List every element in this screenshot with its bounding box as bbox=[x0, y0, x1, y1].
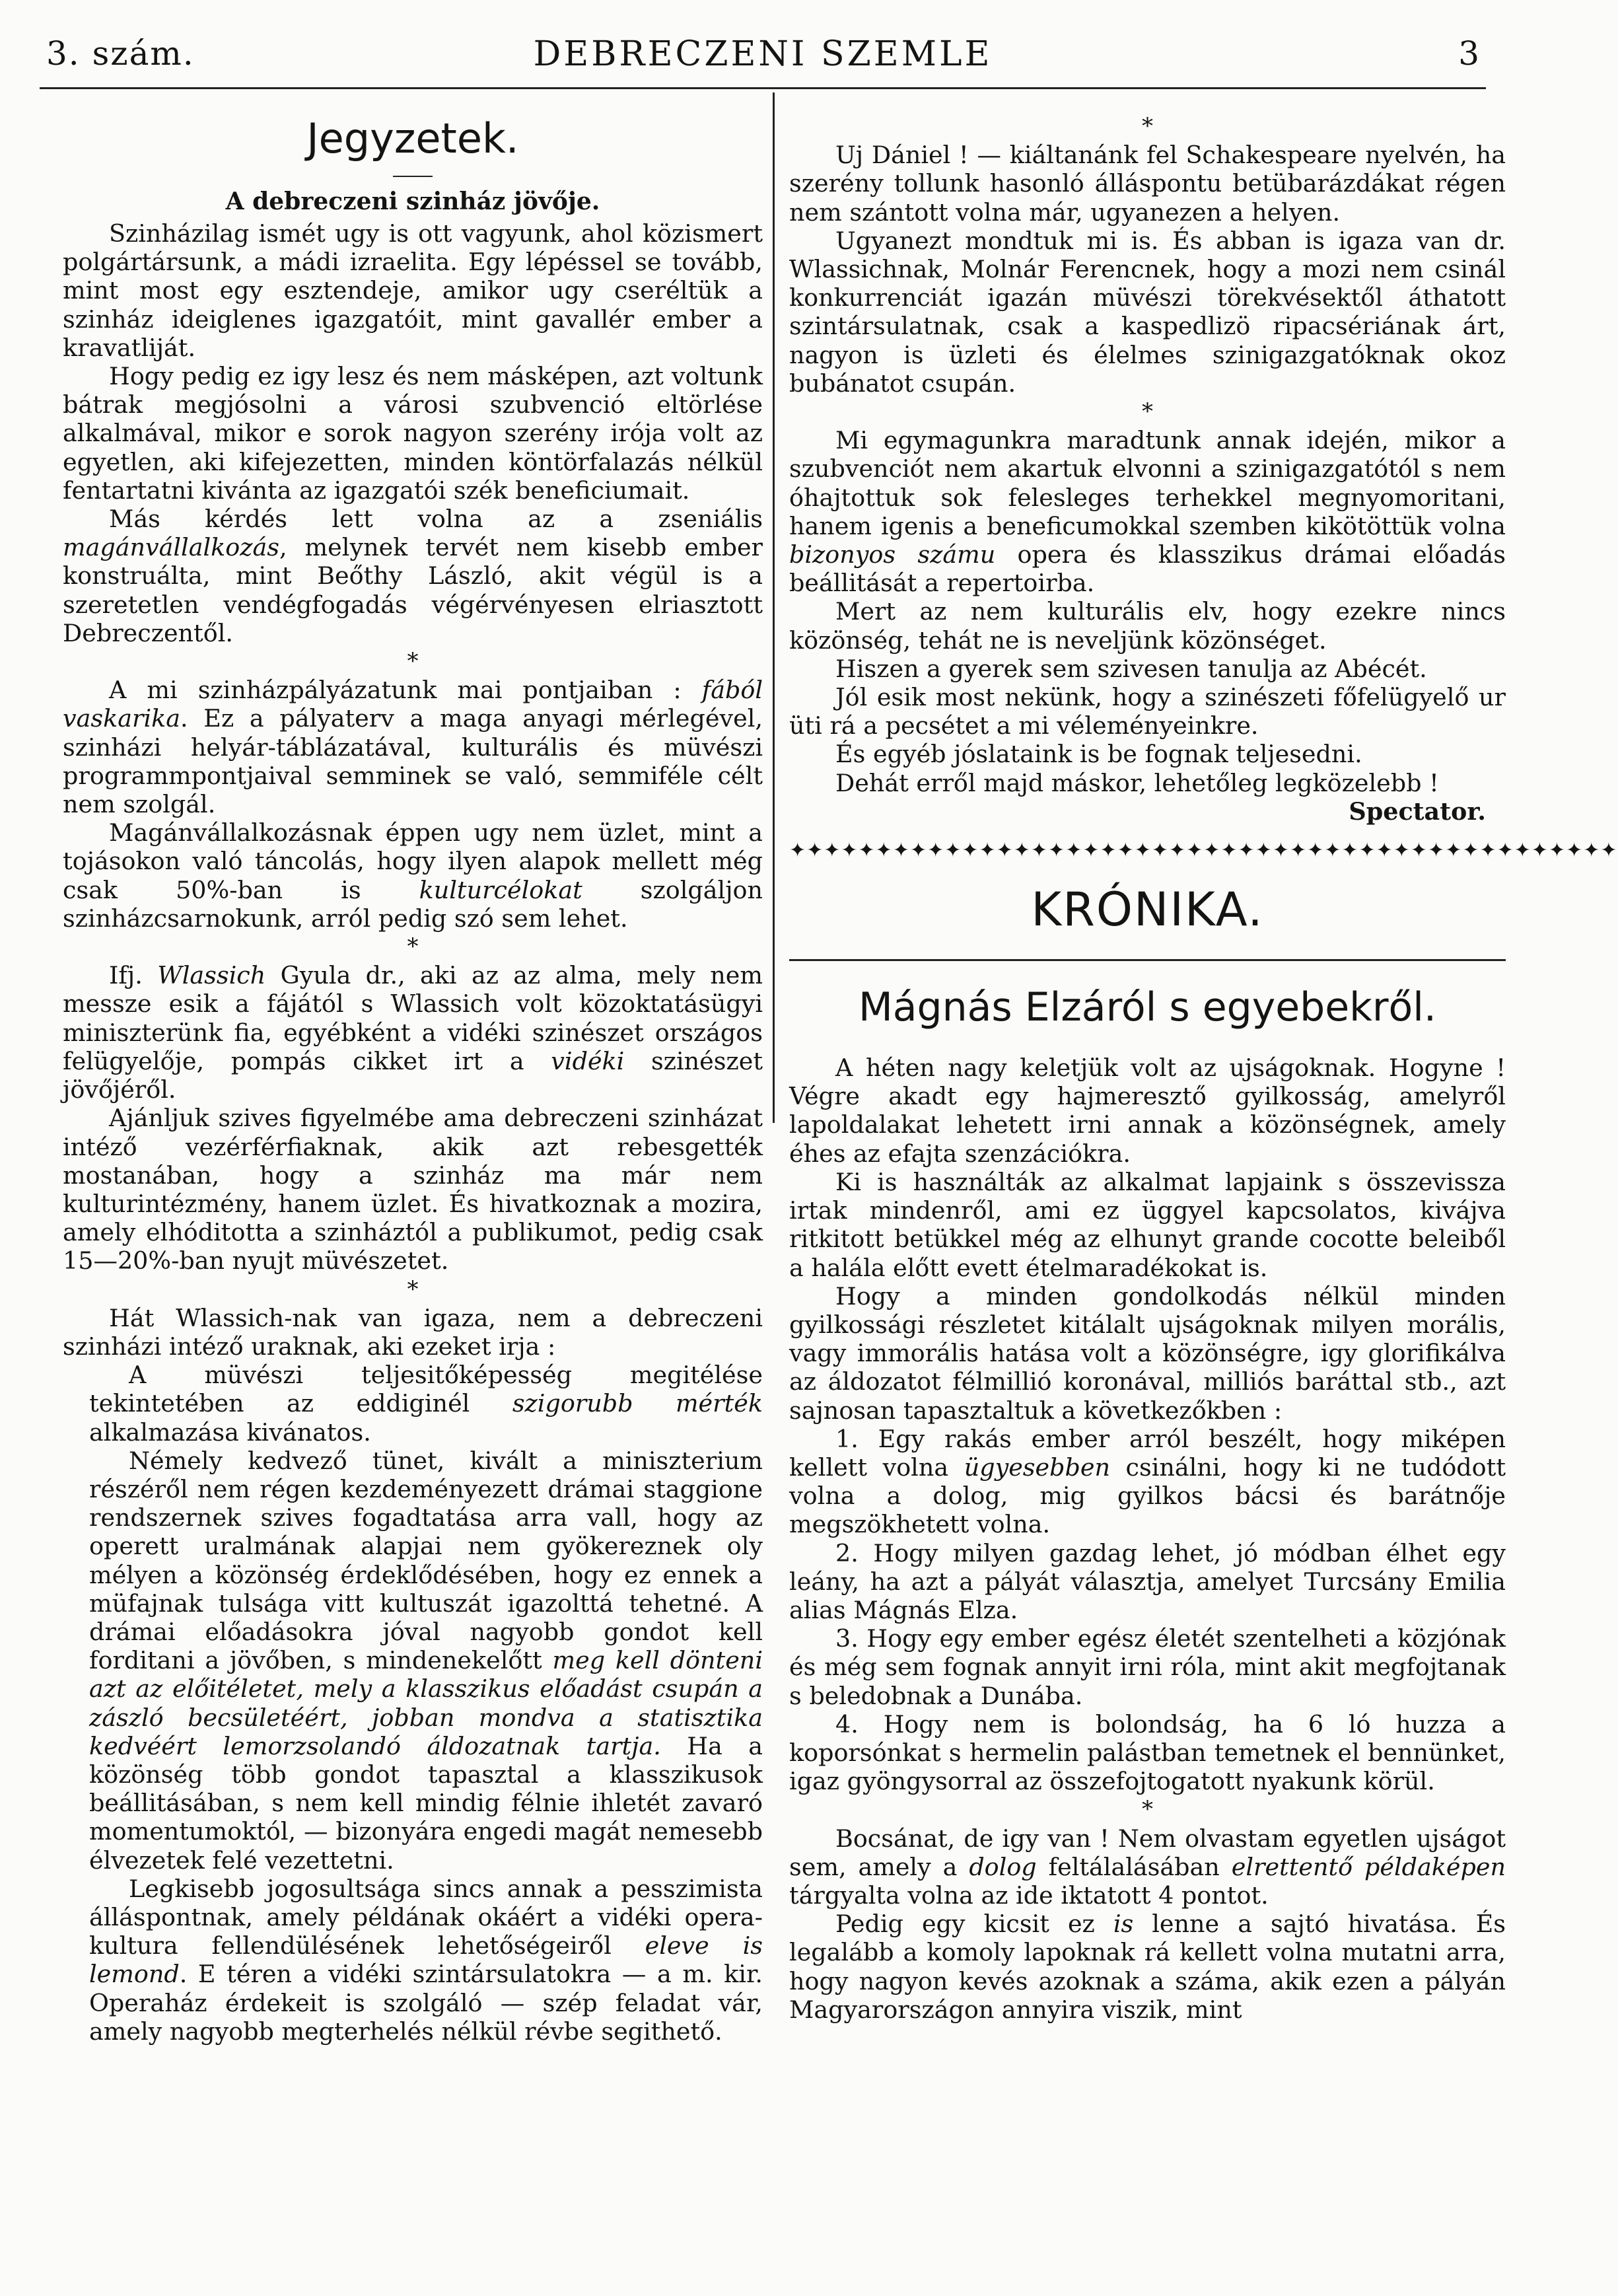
paragraph: Hát Wlassich-nak van igaza, nem a debreczeni szinházi intéző uraknak, aki ezeket irja : bbox=[63, 1303, 763, 1361]
issue-number: 3. szám. bbox=[46, 34, 195, 73]
quoted-paragraph: Legkisebb jogosultsága sincs annak a pesszimista álláspontnak, amely példának okáért a vidéki opera-kultura fellendülésének lehetőségeiről eleve is lemond. E téren a vidéki szintársulatokra — a m. kir. Operaház érdekeit is szolgáló — szép feladat vár, amely nagyobb megterhelés nélkül révbe segithető. bbox=[89, 1874, 763, 2046]
paragraph: 4. Hogy nem is bolondság, ha 6 ló huzza a koporsónkat s hermelin palástban temetnek el bennünket, igaz gyöngysorral az összefojtogatott nyakunk körül. bbox=[789, 1709, 1506, 1796]
paragraph: Ki is használták az alkalmat lapjaink s összevissza irtak mindenről, ami ez üggyel kapcsolatos, kivájva ritkitott betükkel még az elhunyt grande cocotte beleiből a halála előtt evett ételmaradékokat is. bbox=[789, 1167, 1506, 1282]
paragraph: 3. Hogy egy ember egész életét szentelheti a közjónak és még sem fognak annyit irni róla, mint akit megfojtanak s beledobnak a Dunába. bbox=[789, 1624, 1506, 1710]
paragraph: Mi egymagunkra maradtunk annak idején, mikor a szubvenciót nem akartuk elvonni a szinigazgatótól s nem óhajtottuk sok felesleges terhekkel megnyomoritani, hanem igenis a beneficumokkal szemben kikötöttük volna bizonyos számu opera és klasszikus drámai előadás beállitását a repertoirba. bbox=[789, 426, 1506, 598]
paragraph: 1. Egy rakás ember arról beszélt, hogy miképen kellett volna ügyesebben csinálni, hogy ki ne tudódott volna a dolog, mig gyilkos bácsi és barátnője megszökhetett volna. bbox=[789, 1424, 1506, 1539]
title-rule bbox=[393, 176, 433, 177]
paragraph: Pedig egy kicsit ez is lenne a sajtó hivatása. És legalább a komoly lapoknak rá kellett volna mutatni arra, hogy nagyon kevés azoknak a száma, akik ezen a pályán Magyarországon annyira viszik, mint bbox=[789, 1910, 1506, 2024]
journal-title: DEBRECZENI SZEMLE bbox=[533, 34, 993, 74]
paragraph: Hogy pedig ez igy lesz és nem másképen, azt voltunk bátrak megjósolni a városi szubvenció eltörlése alkalmával, mikor e sorok nagyon szerény irója volt az egyetlen, aki kifejezetten, minden köntörfalazás nélkül fentartatni kivánta az igazgatói szék beneficiumait. bbox=[63, 362, 763, 505]
article-title: A debreczeni szinház jövője. bbox=[225, 188, 600, 215]
paragraph: 2. Hogy milyen gazdag lehet, jó módban élhet egy leány, ha azt a pályát választja, amelyet Turcsány Emilia alias Mágnás Elza. bbox=[789, 1538, 1506, 1624]
paragraph: Szinházilag ismét ugy is ott vagyunk, ahol közismert polgártársunk, a mádi izraelita. Egy lépéssel se tovább, mint most egy esztendeje, amikor ugy cseréltük a szinház ideiglenes igazgatóit, mint gavallér ember a kravatliját. bbox=[63, 219, 763, 362]
paragraph: Bocsánat, de igy van ! Nem olvastam egyetlen ujságot sem, amely a dolog feltálalásában elrettentő példaképen tárgyalta volna az ide iktatott 4 pontot. bbox=[789, 1824, 1506, 1910]
quoted-paragraph: A müvészi teljesitőképesség megitélése tekintetében az eddiginél szigorubb mérték alkalmazása kivánatos. bbox=[89, 1361, 763, 1447]
paragraph: A mi szinházpályázatunk mai pontjaiban : fából vaskarika. Ez a pályaterv a maga anyagi mérlegével, szinházi helyár-táblázatával, kulturális és müvészi programmpontjaival semminek se való, semmiféle célt nem szolgál. bbox=[63, 676, 763, 819]
section-rule bbox=[789, 959, 1506, 961]
page-header bbox=[40, 26, 1486, 99]
paragraph: És egyéb jóslataink is be fognak teljesedni. bbox=[835, 740, 1362, 769]
paragraph: Hiszen a gyerek sem szivesen tanulja az Abécét. bbox=[835, 654, 1427, 683]
paragraph: Uj Dániel ! — kiáltanánk fel Schakespeare nyelvén, ha szerény tollunk hasonló álláspontu betübarázdákat régen nem szántott volna már, ugyanezen a helyen. bbox=[789, 141, 1506, 227]
header-rule bbox=[40, 87, 1486, 89]
article-title: Mágnás Elzáról s egyebekről. bbox=[858, 984, 1436, 1031]
section-separator: * bbox=[407, 1275, 419, 1303]
paragraph: Más kérdés lett volna az a zseniális magánvállalkozás, melynek tervét nem kisebb ember konstruálta, mint Beőthy László, akit végül is a szeretetlen vendégfogadás végérvényesen elriasztott Debreczentől. bbox=[63, 505, 763, 647]
notes-heading: Jegyzetek. bbox=[306, 114, 519, 162]
paragraph: Ugyanezt mondtuk mi is. És abban is igaza van dr. Wlassichnak, Molnár Ferencnek, hogy a mozi nem csinál konkurrenciát igazán müvészi törekvésektől áthatott szintársulatnak, csak a kaspedlizö ripacsériának árt, nagyon is üzleti és élelmes szinigazgatóknak okoz bubánatot csupán. bbox=[789, 226, 1506, 398]
paragraph: Mert az nem kulturális elv, hogy ezekre nincs közönség, tehát ne is neveljünk közönséget. bbox=[789, 597, 1506, 655]
quoted-paragraph: Némely kedvező tünet, kivált a miniszterium részéről nem régen kezdeményezett drámai staggione rendszernek szives fogadtatása arra vall, hogy az operett uralmának alapjai nem gyökereznek oly mélyen a közönség érdeklődésében, hogy ez ennek a müfajnak tulsága vitt kultuszát igazolttá tehetné. A drámai előadásokra jóval nagyobb gondot kell forditani a jövőben, s mindenekelőtt meg kell dönteni azt az előitéletet, mely a klasszikus előadást csupán a zászló becsületéért, jobban mondva a statisztika kedvéért lemorzsolandó áldozatnak tartja. Ha a közönség több gondot tapasztal a klasszikusok beállitásában, s nem kell mindig félnie ihletét zavaró momentumoktól, — bizonyára engedi magát nemesebb élvezetek felé vezettetni. bbox=[89, 1446, 763, 1875]
author-signature: Spectator. bbox=[1349, 797, 1486, 826]
paragraph: Ifj. Wlassich Gyula dr., aki az az alma, mely nem messze esik a fájától s Wlassich volt közoktatásügyi miniszterünk fia, egyébként a vidéki szinészet országos felügyelője, pompás cikket irt a vidéki szinészet jövőjéről. bbox=[63, 961, 763, 1104]
section-separator: * bbox=[407, 648, 419, 675]
paragraph: Ajánljuk szives figyelmébe ama debreczeni szinházat intéző vezérférfiaknak, akik azt rebesgették mostanában, hogy a szinház ma már nem kulturintézmény, hanem üzlet. És hivatkoznak a mozira, amely elhóditotta a szinháztól a publikumot, pedig csak 15—20%-ban nyujt müvészetet. bbox=[63, 1104, 763, 1275]
section-separator: * bbox=[1142, 398, 1153, 425]
paragraph: Dehát erről majd máskor, lehetőleg legközelebb ! bbox=[835, 768, 1439, 797]
paragraph: A héten nagy keletjük volt az ujságoknak. Hogyne ! Végre akadt egy hajmeresztő gyilkosság, amelyről lapoldalakat lehetett irni annak a közönségnek, amely éhes az efajta szenzációkra. bbox=[789, 1054, 1506, 1168]
paragraph: Hogy a minden gondolkodás nélkül minden gyilkossági részletet kitálalt ujságoknak milyen morális, vagy immorális hatása volt a közönségre, igy glorifikálva az áldozatot félmillió koronával, milliós baráttal stb., azt sajnosan tapasztaltuk a következőkben : bbox=[789, 1281, 1506, 1425]
paragraph: Magánvállalkozásnak éppen ugy nem üzlet, mint a tojásokon való táncolás, hogy ilyen alapok mellett még csak 50%-ban is kulturcélokat szolgáljon szinházcsarnokunk, arról pedig szó sem lehet. bbox=[63, 818, 763, 933]
paragraph: Jól esik most nekünk, hogy a szinészeti főfelügyelő ur üti rá a pecsétet a mi véleményeinkre. bbox=[789, 683, 1506, 740]
chronicle-heading: KRÓNIKA. bbox=[1031, 882, 1264, 937]
left-column bbox=[63, 112, 763, 2046]
section-separator: * bbox=[1142, 1796, 1153, 1823]
ornament-rule: ✦✦✦✦✦✦✦✦✦✦✦✦✦✦✦✦✦✦✦✦✦✦✦✦✦✦✦✦✦✦✦✦✦✦✦✦✦✦✦✦✦✦✦✦✦✦✦✦ bbox=[789, 839, 1618, 863]
section-separator: * bbox=[407, 933, 419, 960]
page-number: 3 bbox=[1458, 34, 1479, 73]
column-divider bbox=[773, 92, 775, 1123]
section-separator: * bbox=[1142, 113, 1153, 139]
right-column bbox=[789, 112, 1618, 2024]
